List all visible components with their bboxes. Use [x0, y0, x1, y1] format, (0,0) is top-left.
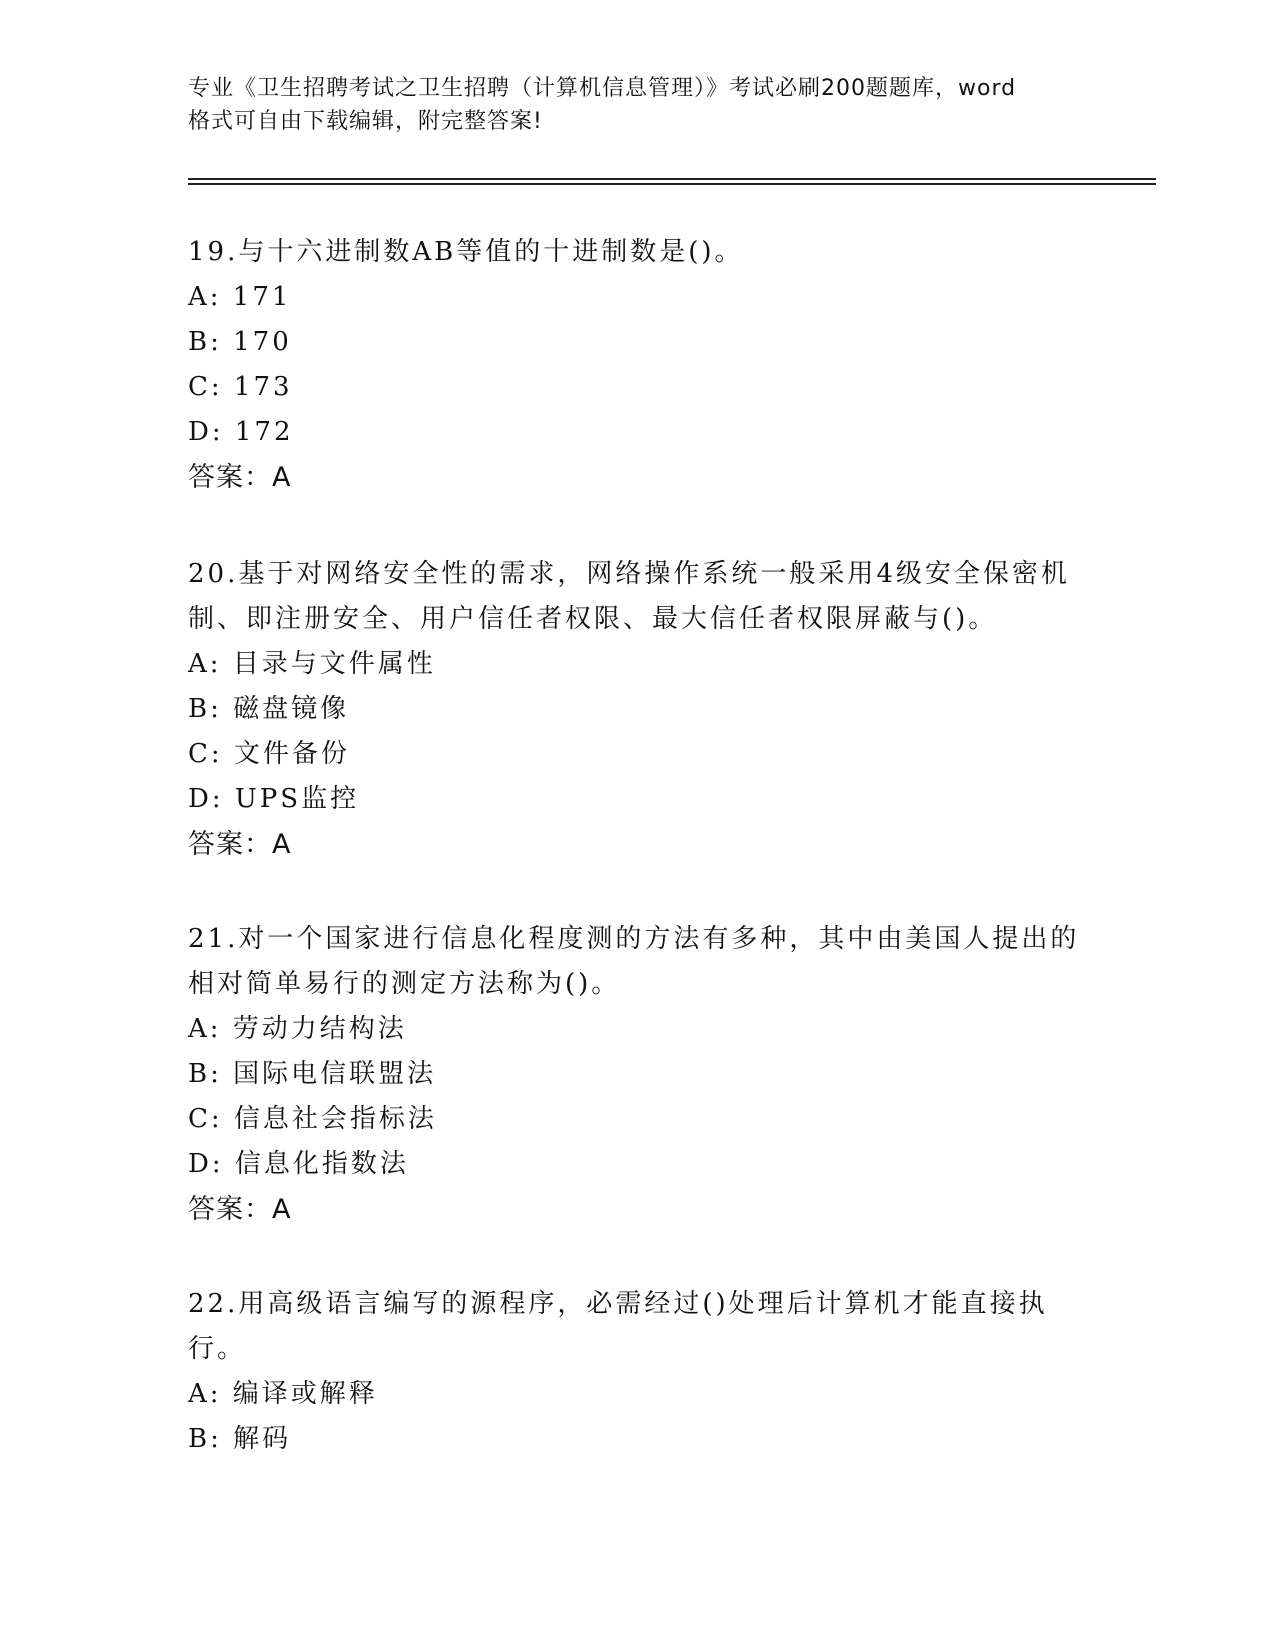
option-c: C: 文件备份 — [188, 739, 350, 769]
answer-line: 答案：A — [188, 829, 292, 860]
option-b: B: 解码 — [188, 1424, 292, 1454]
option-b: B: 磁盘镜像 — [188, 694, 350, 724]
question-19 — [188, 230, 1088, 500]
option-a: A: 目录与文件属性 — [188, 649, 436, 679]
document-header — [188, 72, 1088, 138]
option-d: D: 172 — [188, 417, 294, 447]
question-22 — [188, 1282, 1088, 1462]
option-c: C: 173 — [188, 372, 293, 402]
question-stem: 19.与十六进制数AB等值的十进制数是()。 — [188, 237, 744, 267]
header-line-1: 专业《卫生招聘考试之卫生招聘（计算机信息管理）》考试必刷200题题库，word — [188, 76, 1017, 101]
question-stem: 21.对一个国家进行信息化程度测的方法有多种，其中由美国人提出的相对简单易行的测定方法称为()。 — [188, 924, 1080, 999]
header-divider-top — [188, 178, 1156, 180]
option-d: D: UPS监控 — [188, 784, 360, 814]
header-divider-bottom — [188, 183, 1156, 185]
option-c: C: 信息社会指标法 — [188, 1104, 437, 1134]
question-stem: 20.基于对网络安全性的需求，网络操作系统一般采用4级安全保密机制、即注册安全、用户信任者权限、最大信任者权限屏蔽与()。 — [188, 559, 1070, 634]
option-a: A: 劳动力结构法 — [188, 1014, 407, 1044]
answer-line: 答案：A — [188, 1194, 292, 1225]
option-d: D: 信息化指数法 — [188, 1149, 409, 1179]
option-a: A: 编译或解释 — [188, 1379, 378, 1409]
question-20 — [188, 552, 1088, 867]
question-stem: 22.用高级语言编写的源程序，必需经过()处理后计算机才能直接执行。 — [188, 1289, 1048, 1364]
option-b: B: 国际电信联盟法 — [188, 1059, 437, 1089]
header-line-2: 格式可自由下载编辑，附完整答案! — [188, 109, 543, 134]
question-21 — [188, 917, 1088, 1232]
answer-line: 答案：A — [188, 462, 292, 493]
option-a: A: 171 — [188, 282, 292, 312]
option-b: B: 170 — [188, 327, 292, 357]
